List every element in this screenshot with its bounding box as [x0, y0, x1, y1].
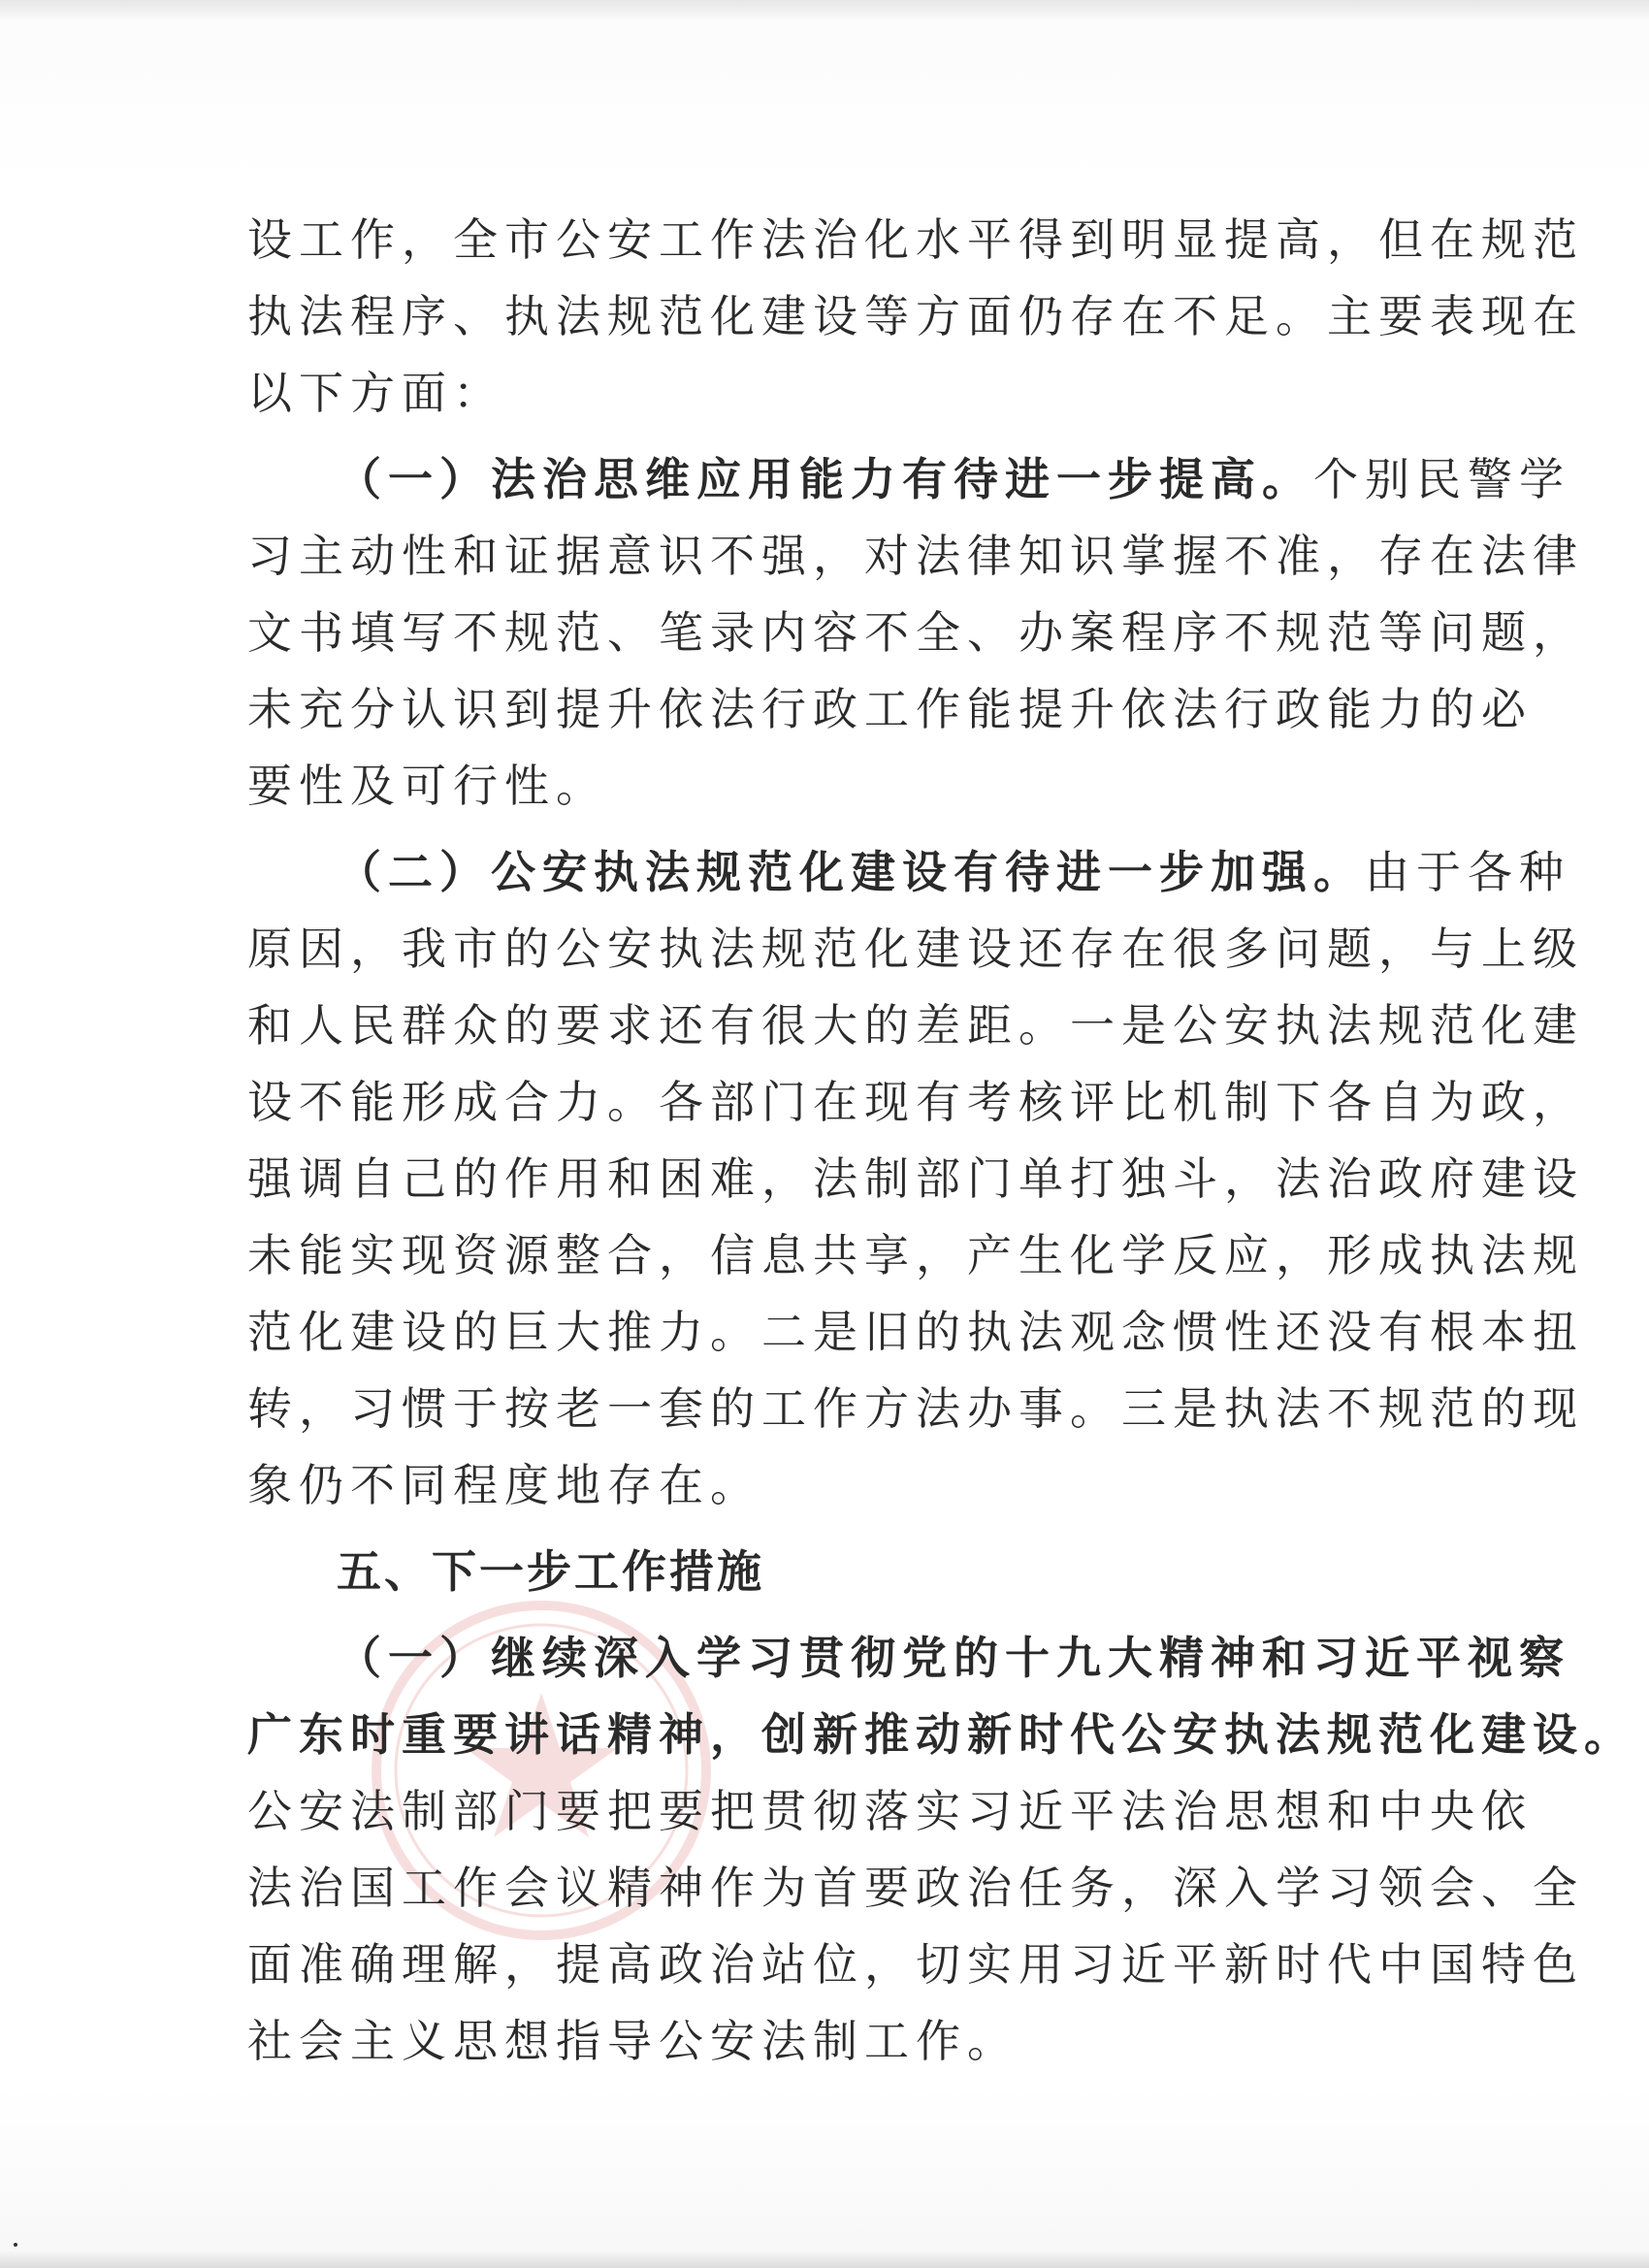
text-line: 要性及可行性。: [247, 760, 607, 812]
scan-edge-bottom: [0, 2251, 1649, 2268]
text-span: 个别民警学: [1313, 453, 1570, 505]
scan-speck: [14, 2243, 17, 2247]
section-lead: （一）继续深入学习贯彻党的十九大精神和习近平视察: [337, 1632, 1570, 1684]
text-span: 由于各种: [1365, 846, 1570, 898]
text-line: 未充分认识到提升依法行政工作能提升依法行政能力的必: [247, 683, 1533, 735]
section-lead: 广东时重要讲话精神，创新推动新时代公安执法规范化建设。: [247, 1708, 1635, 1761]
text-line: 范化建设的巨大推力。二是旧的执法观念惯性还没有根本扭: [247, 1306, 1584, 1358]
text-line: 未能实现资源整合，信息共享，产生化学反应，形成执法规: [247, 1229, 1584, 1281]
section-lead: （一）法治思维应用能力有待进一步提高。: [337, 453, 1313, 505]
paragraph-lead-line: [247, 1697, 1635, 1773]
text-line: 强调自己的作用和困难，法制部门单打独斗，法治政府建设: [247, 1152, 1584, 1205]
text-line: 执法程序、执法规范化建设等方面仍存在不足。主要表现在: [247, 290, 1584, 342]
text-line: 原因，我市的公安执法规范化建设还存在很多问题，与上级: [247, 923, 1584, 975]
text-line: 习主动性和证据意识不强，对法律知识掌握不准，存在法律: [247, 530, 1584, 582]
section-heading: 五、下一步工作措施: [337, 1545, 764, 1598]
section-lead: （二）公安执法规范化建设有待进一步加强。: [337, 846, 1365, 898]
text-line: 公安法制部门要把要把贯彻落实习近平法治思想和中央依: [247, 1785, 1533, 1837]
document-body: [247, 202, 1635, 2080]
text-line: 文书填写不规范、笔录内容不全、办案程序不规范等问题，: [247, 606, 1584, 659]
text-line: 象仍不同程度地存在。: [247, 1459, 761, 1511]
text-line: 设工作，全市公安工作法治化水平得到明显提高，但在规范: [247, 213, 1584, 266]
text-line: 社会主义思想指导公安法制工作。: [247, 2015, 1018, 2067]
text-line: 转，习惯于按老一套的工作方法办事。三是执法不规范的现: [247, 1382, 1584, 1435]
paragraph-first-line: [247, 834, 1570, 911]
text-line: 面准确理解，提高政治站位，切实用习近平新时代中国特色: [247, 1938, 1584, 1991]
text-line: 和人民群众的要求还有很大的差距。一是公安执法规范化建: [247, 999, 1584, 1052]
text-line: 法治国工作会议精神作为首要政治任务，深入学习领会、全: [247, 1862, 1584, 1914]
scan-edge-top: [0, 0, 1649, 21]
paragraph-lead-line: [247, 1620, 1570, 1697]
paragraph-first-line: [247, 441, 1570, 518]
text-line: 设不能形成合力。各部门在现有考核评比机制下各自为政，: [247, 1076, 1584, 1128]
text-line: 以下方面：: [247, 367, 504, 419]
